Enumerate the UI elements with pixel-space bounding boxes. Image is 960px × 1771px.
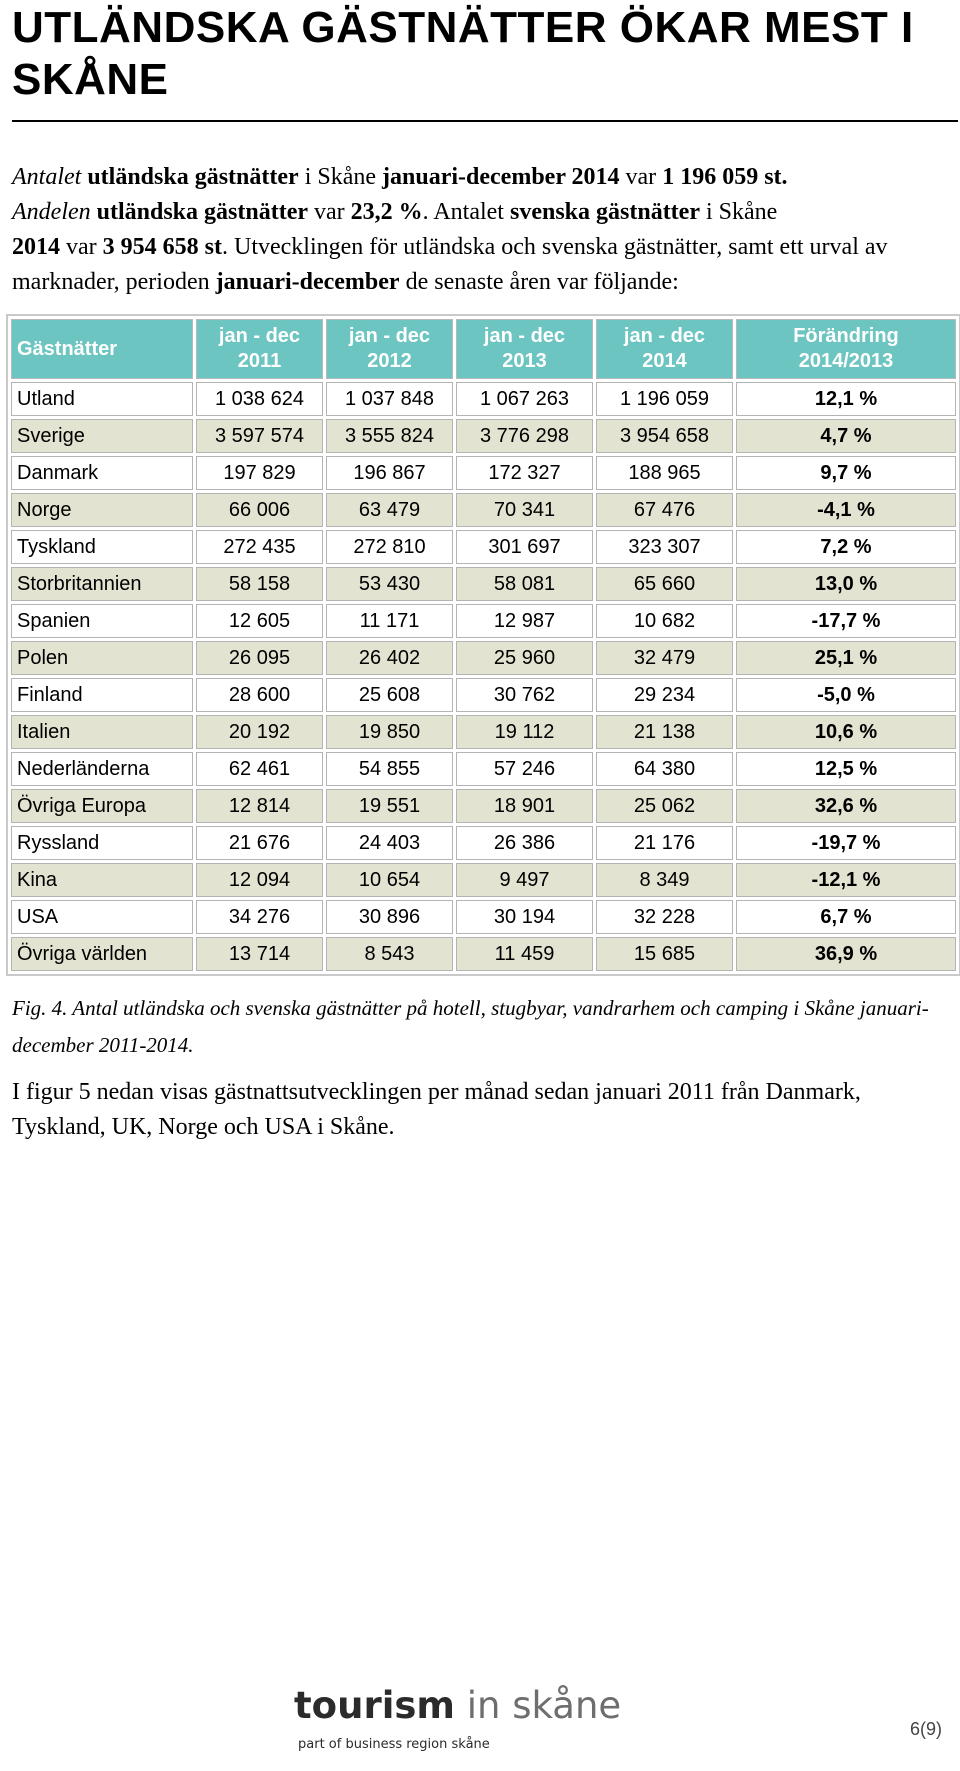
table-header xyxy=(11,319,956,379)
market-name-cell: Danmark xyxy=(11,456,193,490)
guest-nights-value-cell: 197 829 xyxy=(196,456,323,490)
market-name-cell: Övriga Europa xyxy=(11,789,193,823)
column-header-line2: 2014/2013 xyxy=(798,350,894,372)
guest-nights-value-cell: 65 660 xyxy=(596,567,733,601)
body-paragraph: I figur 5 nedan visas gästnattsutvecklingen per månad sedan januari 2011 från Danmark, Tyskland, UK, Norge och USA i Skåne. xyxy=(12,1079,861,1140)
guest-nights-value-cell: 58 158 xyxy=(196,567,323,601)
guest-nights-value-cell: 19 112 xyxy=(456,715,593,749)
intro-emphasis: 2014 xyxy=(12,234,60,260)
guest-nights-value-cell: 1 038 624 xyxy=(196,382,323,416)
intro-text: i Skåne xyxy=(304,164,377,190)
guest-nights-value-cell: 63 479 xyxy=(326,493,453,527)
guest-nights-value-cell: 12 814 xyxy=(196,789,323,823)
guest-nights-value-cell: 21 138 xyxy=(596,715,733,749)
market-name-cell: Kina xyxy=(11,863,193,897)
change-percent-cell: 6,7 % xyxy=(736,900,956,934)
guest-nights-value-cell: 67 476 xyxy=(596,493,733,527)
guest-nights-value-cell: 70 341 xyxy=(456,493,593,527)
change-percent-cell: 25,1 % xyxy=(736,641,956,675)
table-row xyxy=(11,567,956,601)
guest-nights-value-cell: 10 654 xyxy=(326,863,453,897)
guest-nights-value-cell: 15 685 xyxy=(596,937,733,971)
guest-nights-value-cell: 301 697 xyxy=(456,530,593,564)
market-name-cell: Polen xyxy=(11,641,193,675)
table-row xyxy=(11,530,956,564)
guest-nights-value-cell: 188 965 xyxy=(596,456,733,490)
market-name-cell: Tyskland xyxy=(11,530,193,564)
change-percent-cell: 7,2 % xyxy=(736,530,956,564)
table-row xyxy=(11,863,956,897)
guest-nights-value-cell: 272 435 xyxy=(196,530,323,564)
change-percent-cell: -5,0 % xyxy=(736,678,956,712)
market-name-cell: USA xyxy=(11,900,193,934)
guest-nights-value-cell: 26 095 xyxy=(196,641,323,675)
table-row xyxy=(11,604,956,638)
guest-nights-value-cell: 25 062 xyxy=(596,789,733,823)
intro-emphasis: svenska gästnätter xyxy=(509,199,700,225)
column-header-line1: jan - dec xyxy=(483,325,566,347)
column-header-line1: jan - dec xyxy=(218,325,301,347)
logo-word-tourism: tourism xyxy=(294,1684,455,1727)
intro-text: var xyxy=(314,199,345,225)
guest-nights-value-cell: 21 676 xyxy=(196,826,323,860)
guest-nights-value-cell: 9 497 xyxy=(456,863,593,897)
column-header-line1: jan - dec xyxy=(348,325,431,347)
change-percent-cell: 13,0 % xyxy=(736,567,956,601)
guest-nights-value-cell: 28 600 xyxy=(196,678,323,712)
guest-nights-value-cell: 10 682 xyxy=(596,604,733,638)
guest-nights-value-cell: 13 714 xyxy=(196,937,323,971)
intro-emphasis: utländska gästnätter xyxy=(96,199,308,225)
column-header-line2: 2014 xyxy=(642,350,687,372)
market-name-cell: Italien xyxy=(11,715,193,749)
column-header xyxy=(326,319,453,379)
guest-nights-value-cell: 323 307 xyxy=(596,530,733,564)
guest-nights-value-cell: 1 196 059 xyxy=(596,382,733,416)
guest-nights-value-cell: 30 762 xyxy=(456,678,593,712)
guest-nights-value-cell: 30 896 xyxy=(326,900,453,934)
intro-emphasis: januari-december 2014 xyxy=(382,164,620,190)
guest-nights-value-cell: 25 960 xyxy=(456,641,593,675)
guest-nights-value-cell: 8 543 xyxy=(326,937,453,971)
guest-nights-value-cell: 53 430 xyxy=(326,567,453,601)
page-title-line2: SKÅNE xyxy=(12,55,169,104)
table-row xyxy=(11,419,956,453)
guest-nights-table xyxy=(6,314,960,976)
market-name-cell: Storbritannien xyxy=(11,567,193,601)
column-header-line2: 2013 xyxy=(502,350,547,372)
intro-emphasis: 23,2 % xyxy=(350,199,423,225)
figure-caption: Fig. 4. Antal utländska och svenska gästnätter på hotell, stugbyar, vandrarhem och camping i Skåne januari-december 2011-2014. xyxy=(12,996,929,1057)
intro-text: var xyxy=(625,164,657,190)
change-percent-cell: -19,7 % xyxy=(736,826,956,860)
market-name-cell: Sverige xyxy=(11,419,193,453)
logo-tagline: part of business region skåne xyxy=(298,1737,490,1752)
page-title-line1: UTLÄNDSKA GÄSTNÄTTER ÖKAR MEST I xyxy=(12,3,914,52)
intro-paragraph xyxy=(12,160,952,300)
table-row xyxy=(11,382,956,416)
guest-nights-value-cell: 1 037 848 xyxy=(326,382,453,416)
intro-emphasis: 1 196 059 st. xyxy=(662,164,788,190)
guest-nights-value-cell: 12 605 xyxy=(196,604,323,638)
market-name-cell: Spanien xyxy=(11,604,193,638)
table-row xyxy=(11,900,956,934)
column-header xyxy=(196,319,323,379)
guest-nights-value-cell: 172 327 xyxy=(456,456,593,490)
column-header xyxy=(11,319,193,379)
guest-nights-value-cell: 57 246 xyxy=(456,752,593,786)
change-percent-cell: -12,1 % xyxy=(736,863,956,897)
column-header-line2: 2012 xyxy=(367,350,412,372)
page-number: 6(9) xyxy=(910,1719,943,1739)
intro-text: . Antalet xyxy=(422,199,504,225)
column-header-line2: 2011 xyxy=(237,350,282,372)
table-body xyxy=(11,382,956,971)
page-title xyxy=(12,2,942,106)
table-row xyxy=(11,493,956,527)
guest-nights-value-cell: 8 349 xyxy=(596,863,733,897)
column-header xyxy=(456,319,593,379)
guest-nights-value-cell: 24 403 xyxy=(326,826,453,860)
column-header-line1: Förändring xyxy=(793,325,899,347)
intro-emphasis: 3 954 658 st xyxy=(102,234,222,260)
table-row xyxy=(11,826,956,860)
guest-nights-value-cell: 58 081 xyxy=(456,567,593,601)
guest-nights-value-cell: 12 094 xyxy=(196,863,323,897)
change-percent-cell: 9,7 % xyxy=(736,456,956,490)
table-row xyxy=(11,715,956,749)
table-row xyxy=(11,678,956,712)
table-header-row xyxy=(11,319,956,379)
guest-nights-value-cell: 32 479 xyxy=(596,641,733,675)
market-name-cell: Norge xyxy=(11,493,193,527)
market-name-cell: Finland xyxy=(11,678,193,712)
table-row xyxy=(11,789,956,823)
tourism-in-skane-logo xyxy=(294,1684,622,1764)
intro-text: Andelen xyxy=(12,199,91,225)
column-header-line1: jan - dec xyxy=(623,325,706,347)
guest-nights-value-cell: 32 228 xyxy=(596,900,733,934)
change-percent-cell: -4,1 % xyxy=(736,493,956,527)
table-row xyxy=(11,456,956,490)
column-header-line1: Gästnätter xyxy=(17,337,118,360)
guest-nights-value-cell: 12 987 xyxy=(456,604,593,638)
guest-nights-value-cell: 3 776 298 xyxy=(456,419,593,453)
guest-nights-value-cell: 29 234 xyxy=(596,678,733,712)
intro-text: var xyxy=(66,234,97,260)
guest-nights-value-cell: 26 386 xyxy=(456,826,593,860)
guest-nights-value-cell: 26 402 xyxy=(326,641,453,675)
guest-nights-value-cell: 3 597 574 xyxy=(196,419,323,453)
guest-nights-value-cell: 64 380 xyxy=(596,752,733,786)
guest-nights-value-cell: 20 192 xyxy=(196,715,323,749)
change-percent-cell: 32,6 % xyxy=(736,789,956,823)
table-row xyxy=(11,752,956,786)
market-name-cell: Utland xyxy=(11,382,193,416)
change-percent-cell: -17,7 % xyxy=(736,604,956,638)
column-header xyxy=(736,319,956,379)
table-row xyxy=(11,937,956,971)
intro-text: Antalet xyxy=(12,164,82,190)
logo-wordmark xyxy=(294,1684,621,1728)
guest-nights-value-cell: 66 006 xyxy=(196,493,323,527)
guest-nights-value-cell: 1 067 263 xyxy=(456,382,593,416)
guest-nights-value-cell: 3 954 658 xyxy=(596,419,733,453)
guest-nights-value-cell: 272 810 xyxy=(326,530,453,564)
market-name-cell: Nederländerna xyxy=(11,752,193,786)
intro-text: i Skåne xyxy=(705,199,778,225)
change-percent-cell: 4,7 % xyxy=(736,419,956,453)
guest-nights-value-cell: 21 176 xyxy=(596,826,733,860)
change-percent-cell: 10,6 % xyxy=(736,715,956,749)
intro-emphasis: januari-december xyxy=(215,269,400,295)
table-row xyxy=(11,641,956,675)
intro-text: de senaste åren var följande: xyxy=(405,269,679,295)
guest-nights-value-cell: 11 171 xyxy=(326,604,453,638)
logo-word-in-skane: in skåne xyxy=(466,1684,622,1727)
guest-nights-value-cell: 196 867 xyxy=(326,456,453,490)
intro-emphasis: utländska gästnätter xyxy=(87,164,299,190)
guest-nights-value-cell: 30 194 xyxy=(456,900,593,934)
column-header xyxy=(596,319,733,379)
market-name-cell: Ryssland xyxy=(11,826,193,860)
guest-nights-value-cell: 3 555 824 xyxy=(326,419,453,453)
change-percent-cell: 12,1 % xyxy=(736,382,956,416)
guest-nights-value-cell: 18 901 xyxy=(456,789,593,823)
guest-nights-value-cell: 11 459 xyxy=(456,937,593,971)
guest-nights-value-cell: 19 850 xyxy=(326,715,453,749)
guest-nights-value-cell: 19 551 xyxy=(326,789,453,823)
guest-nights-value-cell: 62 461 xyxy=(196,752,323,786)
guest-nights-value-cell: 54 855 xyxy=(326,752,453,786)
intro-text: . Utvecklingen för utländska och svenska gästnätter, samt ett urval av marknader, perioden xyxy=(12,234,888,295)
market-name-cell: Övriga världen xyxy=(11,937,193,971)
guest-nights-value-cell: 25 608 xyxy=(326,678,453,712)
change-percent-cell: 36,9 % xyxy=(736,937,956,971)
change-percent-cell: 12,5 % xyxy=(736,752,956,786)
guest-nights-value-cell: 34 276 xyxy=(196,900,323,934)
title-divider xyxy=(12,120,958,122)
